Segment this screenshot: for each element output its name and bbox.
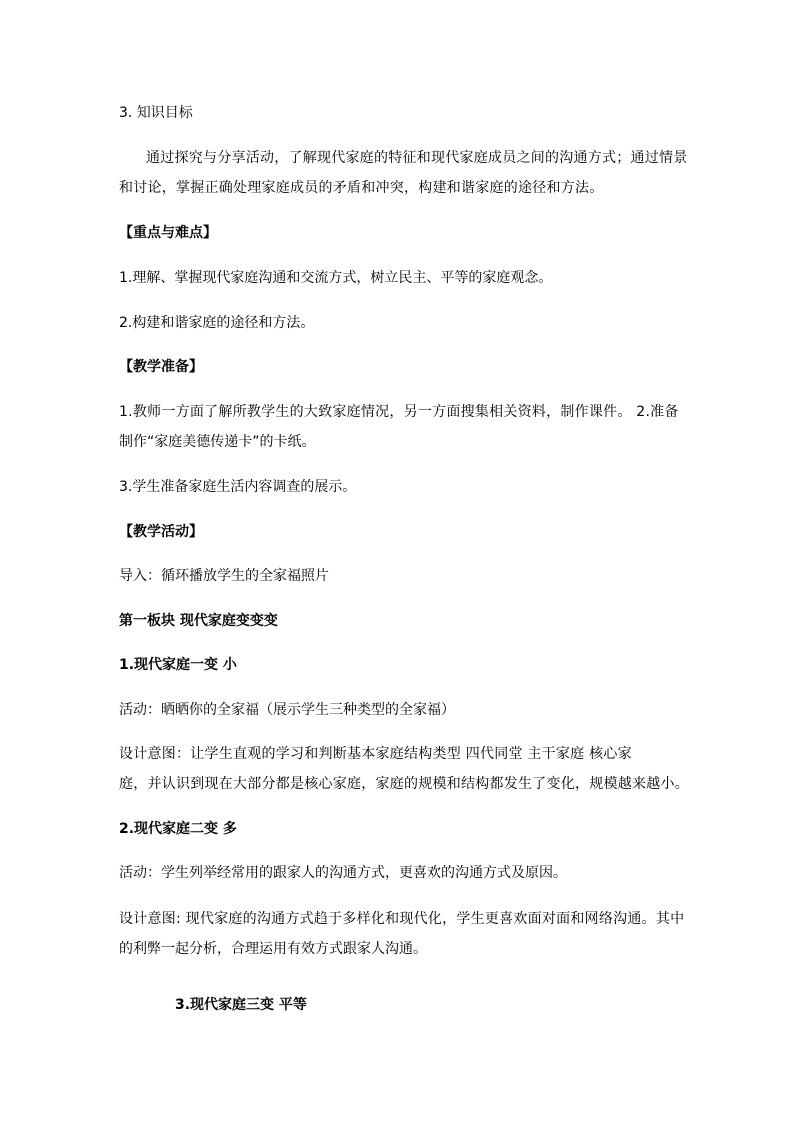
key-point-1: 1.理解、掌握现代家庭沟通和交流方式，树立民主、平等的家庭观念。 <box>119 270 553 286</box>
teaching-prep-item-3: 3.学生准备家庭生活内容调查的展示。 <box>119 479 357 495</box>
change-1-activity: 活动：晒晒你的全家福（展示学生三种类型的全家福） <box>119 702 455 718</box>
change-1-heading: 1.现代家庭一变 小 <box>119 657 237 673</box>
teaching-prep-item-1-line-1: 1.教师一方面了解所教学生的大致家庭情况，另一方面搜集相关资料，制作课件。 2.准备 <box>119 404 679 420</box>
change-3-heading: 3.现代家庭三变 平等 <box>175 997 307 1013</box>
change-2-heading: 2.现代家庭二变 多 <box>119 821 237 837</box>
change-2-activity: 活动：学生列举经常用的跟家人的沟通方式，更喜欢的沟通方式及原因。 <box>119 865 567 881</box>
change-1-design-line-2: 庭，并认识到现在大部分都是核心家庭，家庭的规模和结构都发生了变化，规模越来越小。 <box>119 776 689 792</box>
key-points-heading: 【重点与难点】 <box>119 225 217 241</box>
change-2-design-line-2: 的利弊一起分析，合理运用有效方式跟家人沟通。 <box>119 941 427 957</box>
change-2-design-line-1: 设计意图: 现代家庭的沟通方式趋于多样化和现代化，学生更喜欢面对面和网络沟通。其中 <box>119 911 685 927</box>
block-1-heading: 第一板块 现代家庭变变变 <box>119 613 278 629</box>
knowledge-goal-paragraph-line-2: 和讨论，掌握正确处理家庭成员的矛盾和冲突，构建和谐家庭的途径和方法。 <box>119 180 604 196</box>
knowledge-goal-paragraph-line-1: 通过探究与分享活动，了解现代家庭的特征和现代家庭成员之间的沟通方式；通过情景 <box>146 150 688 166</box>
change-1-design-line-1: 设计意图：让学生直观的学习和判断基本家庭结构类型 四代同堂 主干家庭 核心家 <box>119 746 632 762</box>
key-point-2: 2.构建和谐家庭的途径和方法。 <box>119 315 315 331</box>
teaching-prep-item-1-line-2: 制作“家庭美德传递卡”的卡纸。 <box>119 434 316 450</box>
intro-line: 导入：循环播放学生的全家福照片 <box>119 568 329 584</box>
knowledge-goal-heading: 3. 知识目标 <box>119 105 193 121</box>
teaching-prep-heading: 【教学准备】 <box>119 359 203 375</box>
teaching-activity-heading: 【教学活动】 <box>119 524 203 540</box>
